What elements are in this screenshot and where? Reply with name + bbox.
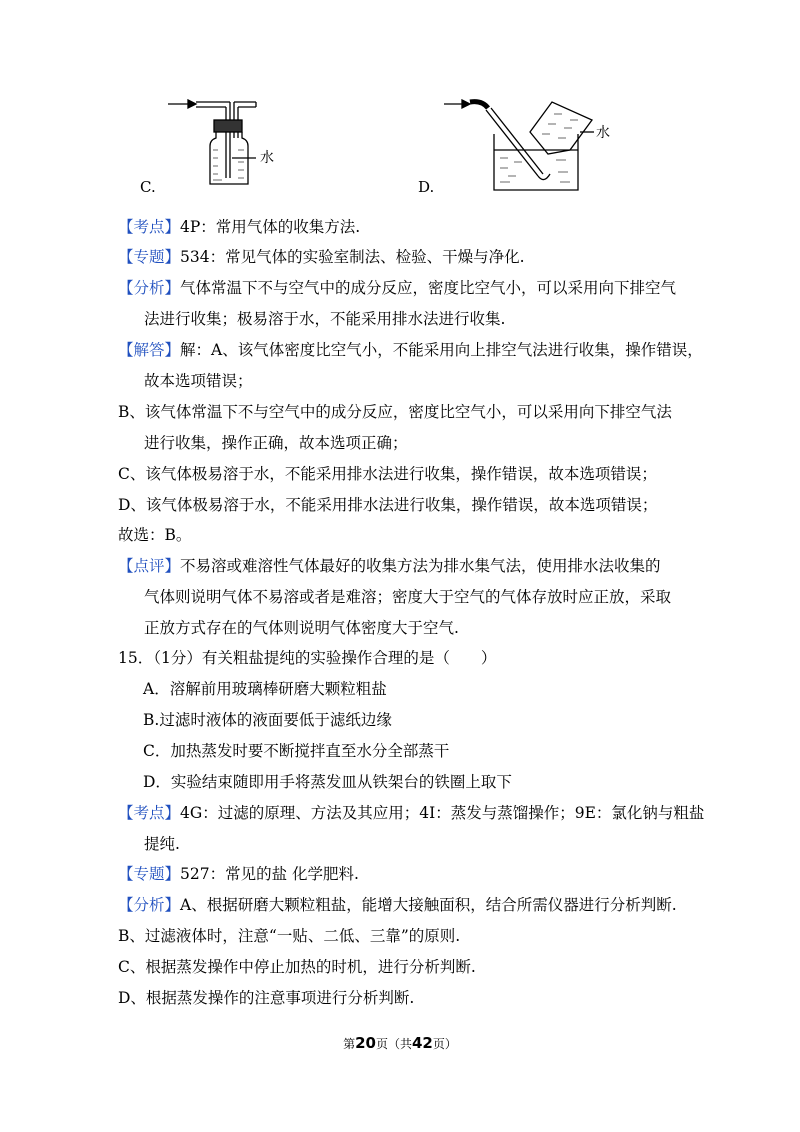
text-line: D、根据蒸发操作的注意事项进行分析判断.	[118, 989, 415, 1007]
text-line: 故本选项错误；	[144, 372, 253, 390]
zhuanti-line	[118, 247, 525, 267]
option-b: B.过滤时液体的液面要低于滤纸边缘	[143, 711, 392, 729]
section-tag: 【考点】	[118, 804, 181, 822]
text-line: 提纯.	[144, 835, 180, 853]
option-a: A．溶解前用玻璃棒研磨大颗粒粗盐	[143, 680, 387, 698]
figure-d-option-label: D.	[418, 178, 435, 196]
line-text: 534：常见气体的实验室制法、检验、干燥与净化.	[180, 248, 525, 266]
text-line: B、该气体常温下不与空气中的成分反应，密度比空气小，可以采用向下排空气法	[118, 403, 672, 421]
figure-d-water-trough	[410, 92, 620, 197]
figure-c-option-label: C.	[140, 178, 156, 196]
text-line: 正放方式存在的气体则说明气体密度大于空气.	[144, 619, 459, 637]
section-tag: 【专题】	[118, 248, 181, 266]
fenxi-line	[118, 895, 677, 915]
answer-line: 故选：B。	[118, 526, 192, 544]
section-tag: 【解答】	[118, 341, 181, 359]
footer-prefix: 第	[343, 1037, 356, 1051]
figure-c-water-label: 水	[260, 150, 274, 166]
kaodian-line	[118, 803, 704, 823]
section-tag: 【分析】	[118, 279, 181, 297]
section-tag: 【分析】	[118, 896, 181, 914]
text-line: B、过滤液体时，注意“一贴、二低、三靠”的原则.	[118, 927, 461, 945]
line-text: 4P：常用气体的收集方法.	[180, 218, 361, 236]
fenxi-line	[118, 278, 676, 298]
text-line: C、该气体极易溶于水，不能采用排水法进行收集，操作错误，故本选项错误；	[118, 465, 657, 483]
figure-d-water-label: 水	[596, 125, 610, 141]
text-line: D、该气体极易溶于水，不能采用排水法进行收集，操作错误，故本选项错误；	[118, 496, 658, 514]
figure-c-gas-bottle	[130, 92, 300, 197]
line-text: 气体常温下不与空气中的成分反应，密度比空气小，可以采用向下排空气	[180, 279, 677, 297]
option-c: C．加热蒸发时要不断搅拌直至水分全部蒸干	[143, 742, 450, 760]
dianping-line	[118, 556, 661, 576]
section-tag: 【点评】	[118, 557, 181, 575]
line-text: 4G：过滤的原理、方法及其应用；4I：蒸发与蒸馏操作；9E：氯化钠与粗盐	[180, 804, 705, 822]
page-footer	[0, 1034, 800, 1052]
text-line: 法进行收集；极易溶于水，不能采用排水法进行收集.	[144, 310, 506, 328]
line-text: 解：A、该气体密度比空气小，不能采用向上排空气法进行收集，操作错误，	[180, 341, 703, 359]
question-15-stem: 15．（1分）有关粗盐提纯的实验操作合理的是（ ）	[118, 649, 497, 667]
section-tag: 【专题】	[118, 865, 181, 883]
total-pages: 42	[412, 1034, 433, 1052]
text-line: 气体则说明气体不易溶或者是难溶；密度大于空气的气体存放时应正放，采取	[144, 588, 672, 606]
line-text: 527：常见的盐 化学肥料.	[180, 865, 359, 883]
jieda-line	[118, 340, 703, 360]
text-line: C、根据蒸发操作中停止加热的时机，进行分析判断.	[118, 958, 476, 976]
kaodian-line	[118, 217, 360, 237]
option-d: D．实验结束随即用手将蒸发皿从铁架台的铁圈上取下	[143, 773, 512, 791]
line-text: A、根据研磨大颗粒粗盐，能增大接触面积，结合所需仪器进行分析判断.	[180, 896, 677, 914]
page-number: 20	[355, 1034, 376, 1052]
text-line: 进行收集，操作正确，故本选项正确；	[144, 434, 408, 452]
zhuanti-line	[118, 864, 359, 884]
section-tag: 【考点】	[118, 218, 181, 236]
footer-suffix: 页）	[432, 1037, 457, 1051]
line-text: 不易溶或难溶性气体最好的收集方法为排水集气法，使用排水法收集的	[180, 557, 661, 575]
footer-middle: 页（共	[375, 1037, 412, 1051]
